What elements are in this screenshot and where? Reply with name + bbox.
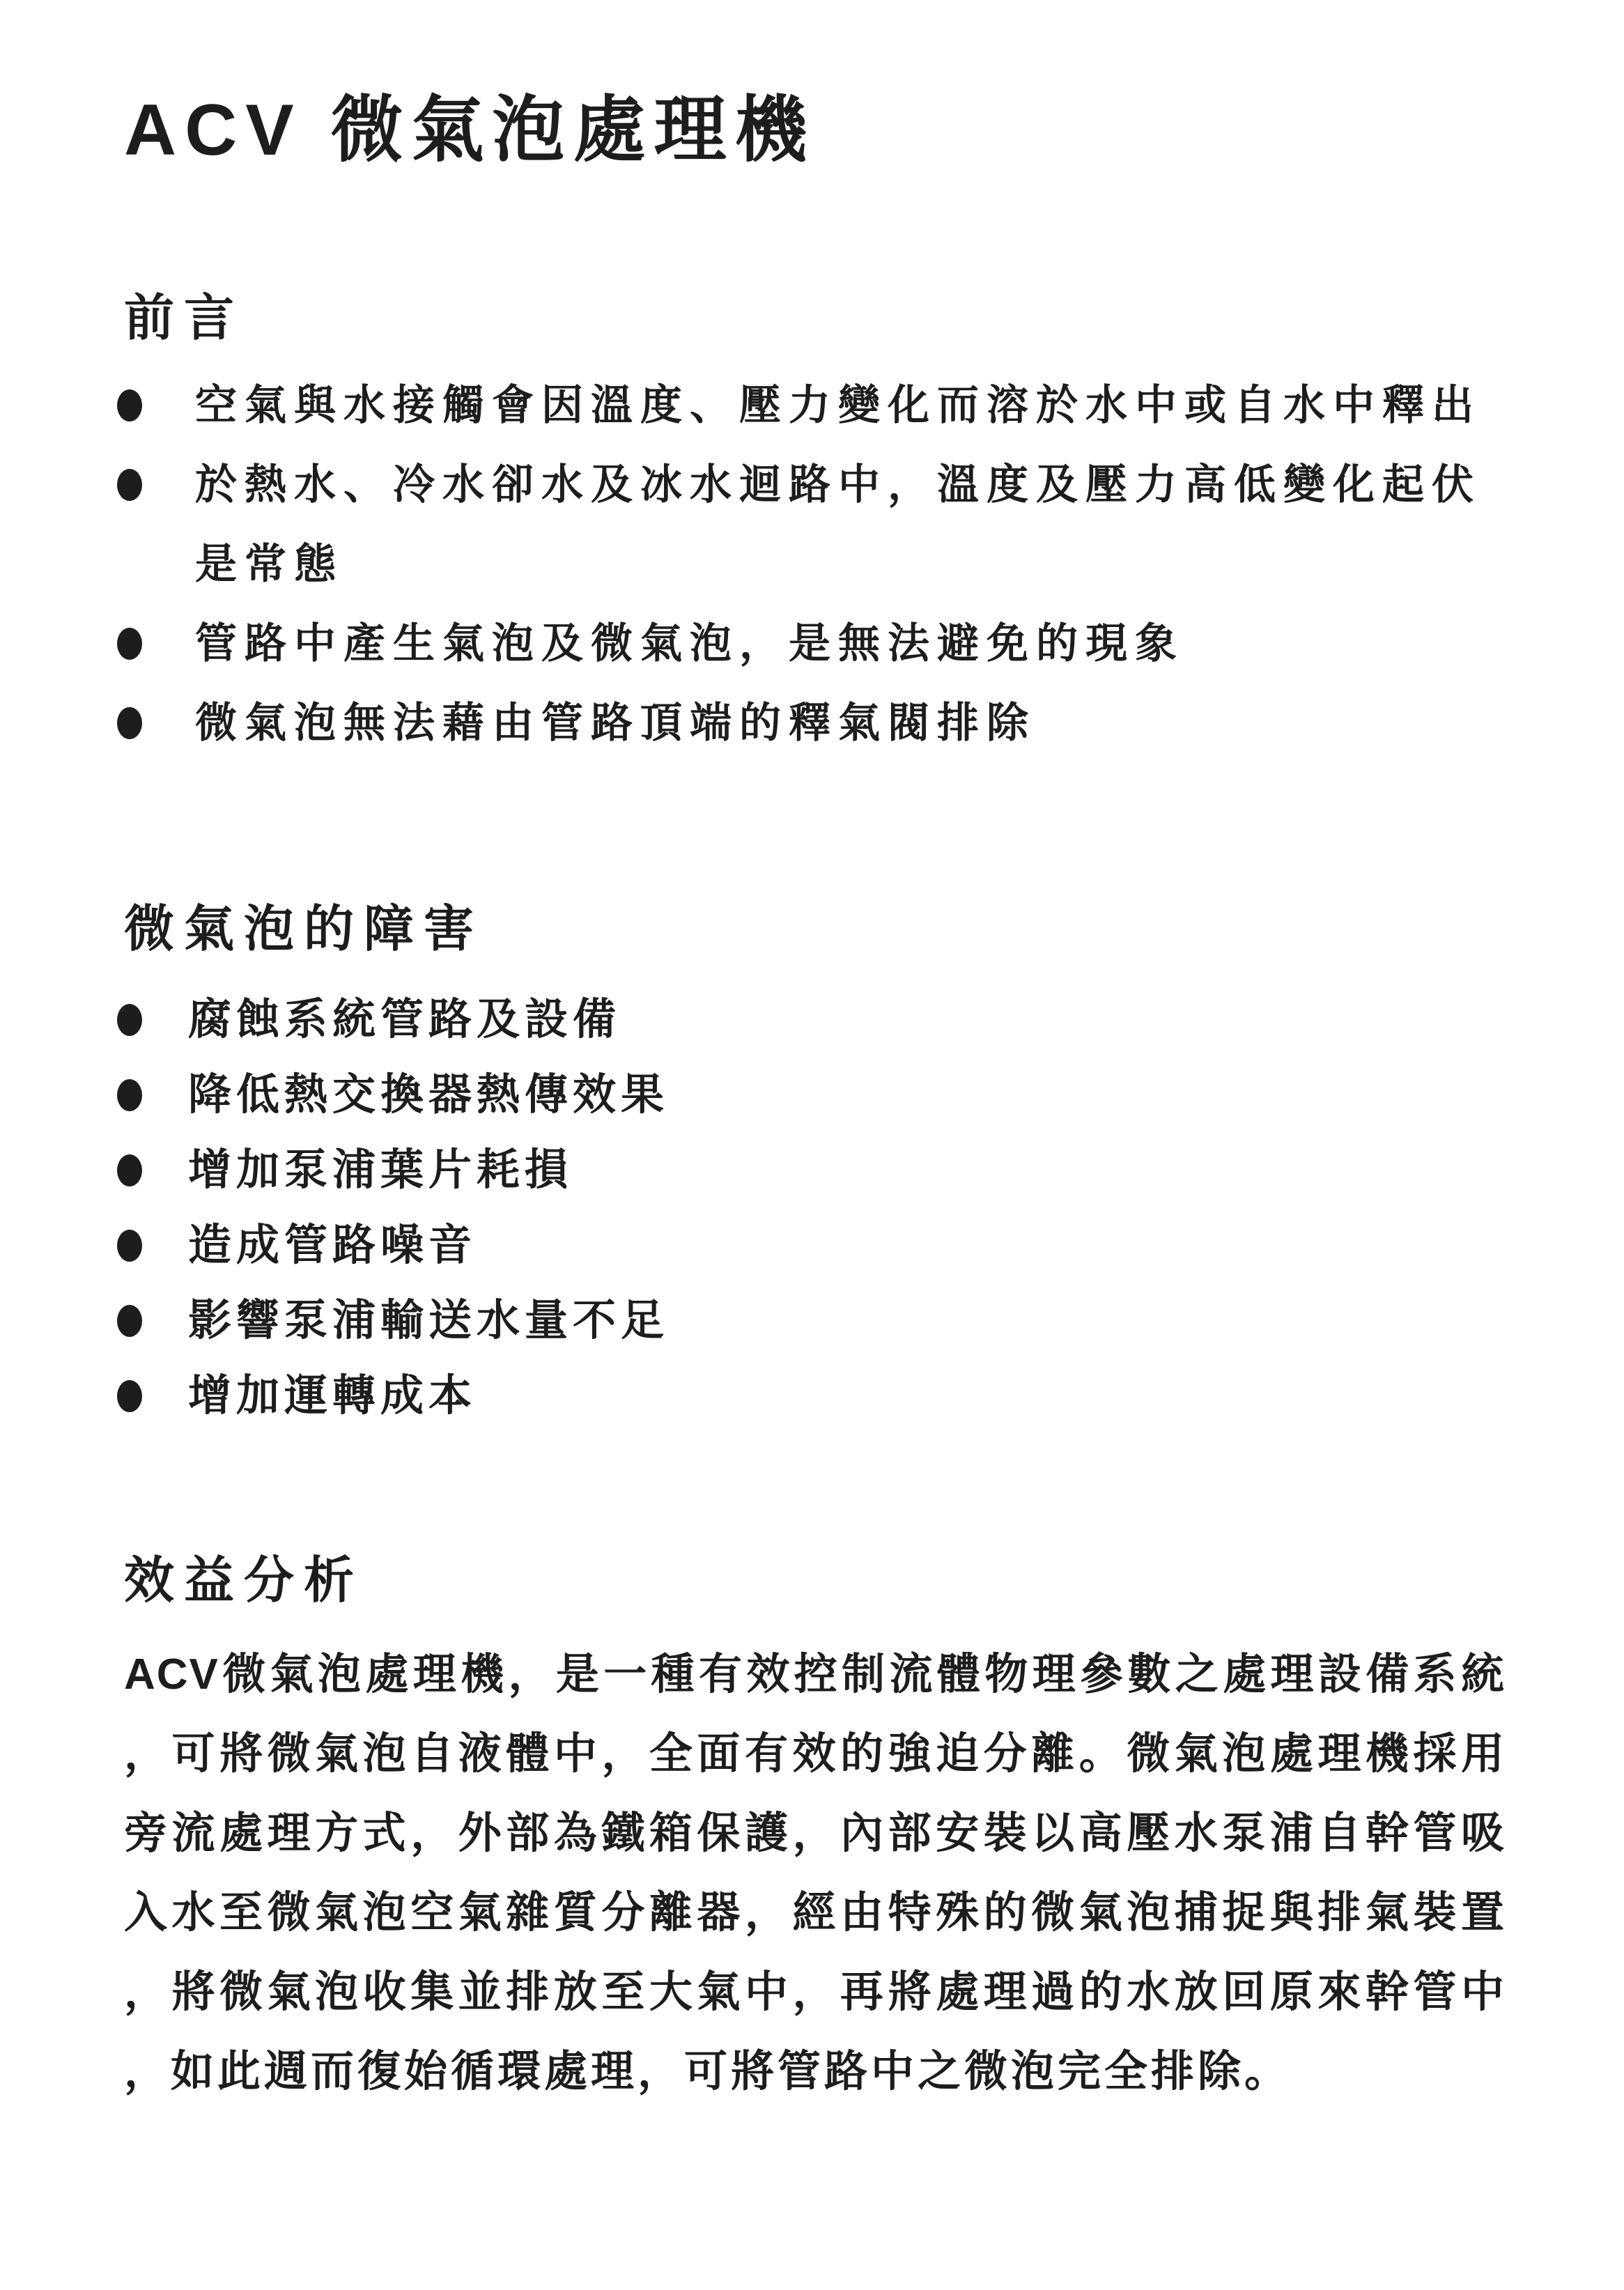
bullet-dot-icon (117, 469, 142, 501)
page-title: ACV 微氣泡處理機 (124, 90, 816, 171)
bullet-item (124, 445, 1506, 604)
bullet-item (124, 1133, 1506, 1208)
hazards-heading: 微氣泡的障害 (124, 901, 484, 957)
bullet-dot-icon (117, 1230, 142, 1262)
bullet-text: 腐蝕系統管路及設備 (188, 995, 621, 1044)
bullet-item (124, 982, 1506, 1058)
bullet-dot-icon (117, 1380, 142, 1412)
bullet-item (124, 604, 1506, 683)
bullet-text: 於熱水、冷水卻水及冰水迴路中，溫度及壓力高低變化起伏 (195, 461, 1481, 508)
bullet-item (124, 1283, 1506, 1359)
section-benefits (124, 1554, 1506, 2112)
bullet-text: 降低熱交換器熱傳效果 (188, 1070, 670, 1119)
bullet-item (124, 366, 1506, 445)
bullet-item (124, 1208, 1506, 1283)
bullet-dot-icon (117, 1305, 142, 1337)
paragraph-line: ，將微氣泡收集並排放至大氣中，再將處理過的水放回原來幹管中 (124, 1968, 1506, 2017)
section-foreword (124, 291, 1506, 763)
paragraph-line: ，如此週而復始循環處理，可將管路中之微泡完全排除。 (124, 2048, 1292, 2096)
bullet-item (124, 683, 1506, 763)
bullet-text: 微氣泡無法藉由管路頂端的釋氣閥排除 (195, 699, 1036, 746)
bullet-dot-icon (117, 628, 142, 660)
bullet-dot-icon (117, 389, 142, 421)
paragraph-line: 入水至微氣泡空氣雜質分離器，經由特殊的微氣泡捕捉與排氣裝置 (124, 1889, 1506, 1937)
bullet-dot-icon (117, 1079, 142, 1111)
benefits-paragraph (124, 1635, 1506, 2112)
foreword-heading: 前言 (124, 290, 245, 346)
bullet-dot-icon (117, 707, 142, 739)
bullet-dot-icon (117, 1154, 142, 1186)
paragraph-line: ，可將微氣泡自液體中，全面有效的強迫分離。微氣泡處理機採用 (124, 1730, 1506, 1779)
foreword-bullet-list (124, 366, 1506, 763)
bullet-item (124, 1058, 1506, 1133)
bullet-text: 增加泵浦葉片耗損 (188, 1145, 573, 1194)
bullet-text: 影響泵浦輸送水量不足 (188, 1296, 670, 1345)
section-hazards (124, 902, 1506, 1434)
bullet-item (124, 1359, 1506, 1434)
paragraph-line: 旁流處理方式，外部為鐵箱保護，內部安裝以高壓水泵浦自幹管吸 (124, 1809, 1506, 1858)
bullet-text: 空氣與水接觸會因溫度、壓力變化而溶於水中或自水中釋出 (195, 381, 1481, 428)
bullet-text: 造成管路噪音 (188, 1221, 477, 1269)
hazards-bullet-list (124, 982, 1506, 1434)
bullet-text-continuation: 是常態 (195, 540, 343, 587)
bullet-text: 增加運轉成本 (188, 1371, 477, 1420)
bullet-dot-icon (117, 1004, 142, 1036)
benefits-heading: 效益分析 (124, 1552, 364, 1609)
bullet-text: 管路中產生氣泡及微氣泡，是無法避免的現象 (195, 619, 1184, 667)
paragraph-line: ACV微氣泡處理機，是一種有效控制流體物理參數之處理設備系統 (124, 1650, 1506, 1699)
